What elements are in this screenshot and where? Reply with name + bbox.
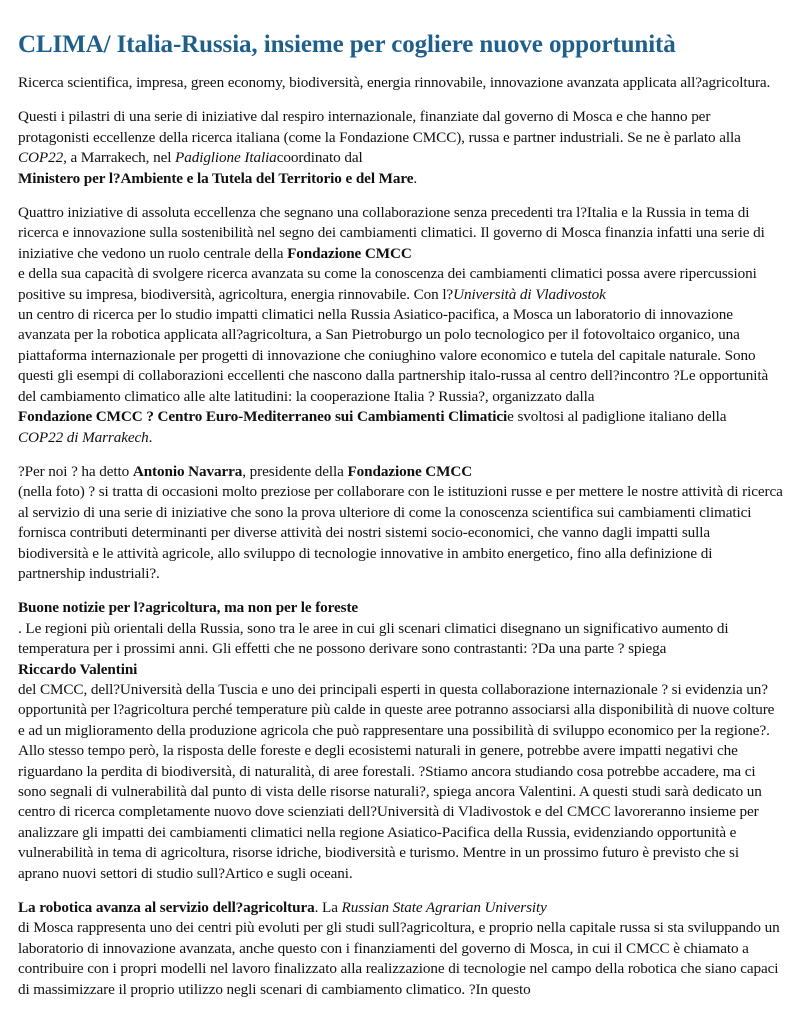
- pavilion-name: Padiglione Italia: [175, 149, 277, 167]
- ministry-name: [18, 169, 783, 189]
- section-heading: La robotica avanza al servizio dell?agricoltura: [18, 899, 315, 917]
- text: e svoltosi al padiglione italiano della: [507, 408, 727, 426]
- text-block: [18, 407, 783, 427]
- text: . Le regioni più orientali della Russia, sono tra le aree in cui gli scenari climatici disegnano un significativo aumento di temperatura per i prossimi anni. Gli effetti che ne possono derivare sono contrastanti: ?Da una parte ? spiega: [18, 619, 729, 658]
- intro-text: Ricerca scientifica, impresa, green economy, biodiversità, energia rinnovabile, innovazione avanzata applicata all?agricoltura.: [18, 74, 771, 91]
- text: .: [413, 169, 418, 187]
- person-name: Antonio Navarra: [132, 462, 243, 480]
- text: .: [148, 428, 153, 446]
- text: ?Per noi ? ha detto: [18, 462, 133, 480]
- ministry-label: Ministero per l?Ambiente e la Tutela del Territorio e del Mare: [18, 169, 414, 187]
- event-location: COP22 di Marrakech: [18, 428, 149, 446]
- quote-text: (nella foto) ? si tratta di occasioni molto preziose per collaborare con le istituzioni russe e per mettere le nostre attività di ricerca al servizio di una serie di iniziative che sono la prova ulteriore di come la conoscenza scientifica sui cambiamenti climatici fornisca contributi determinanti per diverse attività dei nostri sistemi socio-economici, che vanno dagli impatti sulla biodiversità e le attività agricole, allo sviluppo di tecnologie innovative in ambito energetico, fino alla definizione di partnership industriali?.: [18, 483, 783, 582]
- foundation-name: Fondazione CMCC: [287, 244, 412, 262]
- paragraph-initiatives: [18, 203, 783, 448]
- text: coordinato dal: [276, 149, 363, 167]
- text-block: di Mosca rappresenta uno dei centri più evoluti per gli studi sull?agricoltura, e proprio nella capitale russa si sta sviluppando un laboratorio di innovazione avanzata, anche questo con i finanziamenti del governo di Mosca, in cui il CMCC è chiamato a contribuire con i propri modelli nel lavoro finalizzato alla realizzazione di tecnologie nel campo della robotica che siano capaci di massimizzare il proprio utilizzo negli scenari di cambiamento climatico. ?In questo: [18, 919, 780, 998]
- university-name: Russian State Agrarian University: [341, 899, 547, 917]
- paragraph-robotics: [18, 898, 783, 1000]
- text: Questi i pilastri di una serie di iniziative dal respiro internazionale, finanziate dal governo di Mosca e che hanno per protagonisti eccellenze della ricerca italiana (come la Fondazione CMCC), russa e partner industriali. Se ne è parlato alla: [18, 108, 741, 146]
- paragraph-pillars: [18, 107, 783, 189]
- paragraph-agriculture: [18, 598, 783, 884]
- page-title: CLIMA/ Italia-Russia, insieme per cogliere nuove opportunità: [18, 31, 676, 58]
- text: Quattro iniziative di assoluta eccellenza che segnano una collaborazione senza precedenti tra l?Italia e la Russia in tema di ricerca e innovazione sulla sostenibilità nel segno dei cambiamenti climatici. Il governo di Mosca finanzia infatti una serie di iniziative che vedono un ruolo centrale della: [18, 204, 765, 262]
- text: , a Marrakech, nel: [63, 149, 176, 167]
- person-name: Riccardo Valentini: [18, 660, 138, 678]
- foundation-full-name: Fondazione CMCC ? Centro Euro-Mediterraneo sui Cambiamenti Climatici: [18, 408, 508, 426]
- text: del CMCC, dell?Università della Tuscia e uno dei principali esperti in questa collaborazione internazionale ? si evidenzia un?opportunità per l?agricoltura perché temperature più calde in queste aree potranno associarsi alla disponibilità di nuove colture e ad un miglioramento della produzione agricola che può rappresentare una possibilità di sviluppo economico per la regione?. Allo stesso tempo però, la risposta delle foreste e degli ecosistemi naturali in genere, potrebbe avere impatti negativi che riguardano la perdita di biodiversità, di naturalità, di aree forestali. ?Stiamo ancora studiando cosa potrebbe accadere, ma ci sono segnali di vulnerabilità dal punto di vista delle risorse naturali?, spiega ancora Valentini. A questi studi sarà dedicato un centro di ricerca completamente nuovo dove scienziati dell?Università di Vladivostok e del CMCC lavoreranno insieme per analizzare gli impatti dei cambiamenti climatici nella regione Asiatico-Pacifica della Russia, evidenziando opportunità e vulnerabilità in tema di agricoltura, risorse idriche, biodiversità e turismo. Mentre in un prossimo futuro è previsto che si aprano nuovi settori di studio sull?Artico e sugli oceani.: [18, 680, 775, 882]
- section-heading: Buone notizie per l?agricoltura, ma non per le foreste: [18, 599, 359, 617]
- intro-paragraph: [18, 73, 783, 93]
- text: e della sua capacità di svolgere ricerca avanzata su come la conoscenza dei cambiamenti climatici possa avere ripercussioni positive su impresa, biodiversità, agricoltura, energia rinnovabile. Con l?: [18, 265, 757, 303]
- foundation-name: Fondazione CMCC: [347, 462, 473, 480]
- university-name: Università di Vladivostok: [453, 285, 606, 303]
- text: , presidente della: [242, 462, 348, 480]
- text: un centro di ricerca per lo studio impatti climatici nella Russia Asiatico-pacifica, a Mosca un laboratorio di innovazione avanzata per la robotica applicata all?agricoltura, a San Pietroburgo un polo tecnologico per il fotovoltaico organico, una piattaforma internazionale per progetti di innovazione che coniughino valore economico e tutela del capitale naturale. Sono questi gli esempi di collaborazioni eccellenti che nascono dalla partnership italo-russa al centro dell?incontro ?Le opportunità del cambiamento climatico alle alte latitudini: la cooperazione Italia ? Russia?, organizzato dalla: [18, 306, 769, 405]
- paragraph-navarra-quote: [18, 462, 783, 584]
- text: . La: [314, 899, 342, 917]
- text-block: [18, 264, 783, 305]
- event-name: COP22: [18, 149, 64, 167]
